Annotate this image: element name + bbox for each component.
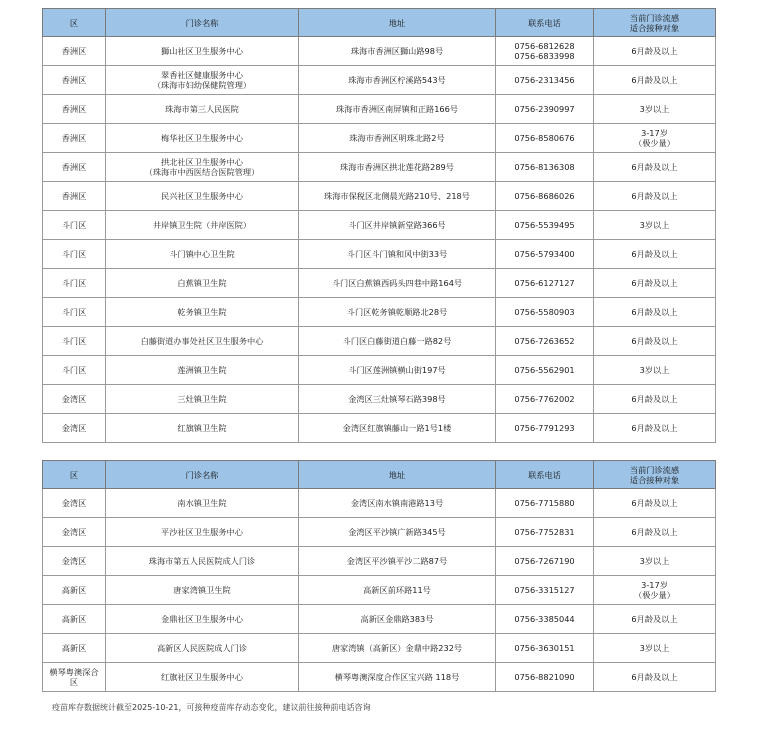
cell-phone: 0756-3385044 bbox=[496, 605, 594, 634]
cell-clinic-name: 红旗镇卫生院 bbox=[106, 414, 299, 443]
clinic-table-2 bbox=[42, 460, 716, 692]
cell-phone: 0756-3630151 bbox=[496, 634, 594, 663]
table-row bbox=[43, 385, 716, 414]
cell-district: 斗门区 bbox=[43, 211, 106, 240]
header-phone: 联系电话 bbox=[496, 9, 594, 37]
cell-phone: 0756-7715880 bbox=[496, 489, 594, 518]
cell-district: 金湾区 bbox=[43, 414, 106, 443]
cell-address: 斗门区莲洲镇横山街197号 bbox=[299, 356, 496, 385]
cell-address: 珠海市香洲区拱北莲花路289号 bbox=[299, 153, 496, 182]
cell-address: 珠海市香洲区明珠北路2号 bbox=[299, 124, 496, 153]
cell-clinic-name: 獅山社区卫生服务中心 bbox=[106, 37, 299, 66]
cell-address: 金湾区三灶镇琴石路398号 bbox=[299, 385, 496, 414]
cell-address: 斗门区井岸镇新堂路366号 bbox=[299, 211, 496, 240]
cell-phone: 0756-7263652 bbox=[496, 327, 594, 356]
cell-phone: 0756-6127127 bbox=[496, 269, 594, 298]
table-row bbox=[43, 37, 716, 66]
header-phone: 联系电话 bbox=[496, 461, 594, 489]
table-row bbox=[43, 605, 716, 634]
cell-clinic-name: 珠海市第五人民医院成人门诊 bbox=[106, 547, 299, 576]
table-row bbox=[43, 547, 716, 576]
cell-clinic-name: 平沙社区卫生服务中心 bbox=[106, 518, 299, 547]
cell-district: 高新区 bbox=[43, 634, 106, 663]
cell-eligible-group: 6月龄及以上 bbox=[594, 489, 716, 518]
table-row bbox=[43, 95, 716, 124]
cell-address: 金湾区平沙镇平沙二路87号 bbox=[299, 547, 496, 576]
table-row bbox=[43, 663, 716, 692]
cell-district: 斗门区 bbox=[43, 298, 106, 327]
cell-address: 金湾区红旗镇藤山一路1号1楼 bbox=[299, 414, 496, 443]
cell-eligible-group: 6月龄及以上 bbox=[594, 518, 716, 547]
header-district: 区 bbox=[43, 461, 106, 489]
cell-eligible-group: 6月龄及以上 bbox=[594, 66, 716, 95]
cell-clinic-name: 金鼎社区卫生服务中心 bbox=[106, 605, 299, 634]
header-clinic-name: 门诊名称 bbox=[106, 461, 299, 489]
cell-eligible-group: 3岁以上 bbox=[594, 95, 716, 124]
cell-address: 金湾区平沙镇广新路345号 bbox=[299, 518, 496, 547]
cell-phone: 0756-5562901 bbox=[496, 356, 594, 385]
cell-eligible-group: 6月龄及以上 bbox=[594, 385, 716, 414]
table-row bbox=[43, 356, 716, 385]
cell-clinic-name: 白蕉镇卫生院 bbox=[106, 269, 299, 298]
header-eligible-group: 当前门诊流感 适合接种对象 bbox=[594, 9, 716, 37]
cell-address: 斗门区乾务镇乾顺路北28号 bbox=[299, 298, 496, 327]
table-row bbox=[43, 66, 716, 95]
header-address: 地址 bbox=[299, 9, 496, 37]
cell-district: 斗门区 bbox=[43, 269, 106, 298]
cell-district: 高新区 bbox=[43, 576, 106, 605]
table-row bbox=[43, 124, 716, 153]
cell-eligible-group: 6月龄及以上 bbox=[594, 414, 716, 443]
table-row bbox=[43, 414, 716, 443]
cell-clinic-name: 高新区人民医院成人门诊 bbox=[106, 634, 299, 663]
cell-phone: 0756-8821090 bbox=[496, 663, 594, 692]
cell-eligible-group: 6月龄及以上 bbox=[594, 182, 716, 211]
cell-phone: 0756-6812628 0756-6833998 bbox=[496, 37, 594, 66]
cell-address: 珠海市香洲区柠溪路543号 bbox=[299, 66, 496, 95]
cell-clinic-name: 乾务镇卫生院 bbox=[106, 298, 299, 327]
cell-address: 斗门区白蕉镇西码头四巷中路164号 bbox=[299, 269, 496, 298]
cell-eligible-group: 6月龄及以上 bbox=[594, 153, 716, 182]
cell-district: 斗门区 bbox=[43, 240, 106, 269]
cell-clinic-name: 三灶镇卫生院 bbox=[106, 385, 299, 414]
cell-district: 香洲区 bbox=[43, 124, 106, 153]
cell-clinic-name: 井岸镇卫生院（井岸医院） bbox=[106, 211, 299, 240]
header-address: 地址 bbox=[299, 461, 496, 489]
cell-clinic-name: 珠海市第三人民医院 bbox=[106, 95, 299, 124]
cell-clinic-name: 南水镇卫生院 bbox=[106, 489, 299, 518]
cell-eligible-group: 6月龄及以上 bbox=[594, 663, 716, 692]
cell-phone: 0756-7752831 bbox=[496, 518, 594, 547]
cell-district: 香洲区 bbox=[43, 153, 106, 182]
cell-eligible-group: 6月龄及以上 bbox=[594, 37, 716, 66]
cell-eligible-group: 3岁以上 bbox=[594, 634, 716, 663]
cell-phone: 0756-7267190 bbox=[496, 547, 594, 576]
cell-clinic-name: 白藤街道办事处社区卫生服务中心 bbox=[106, 327, 299, 356]
cell-district: 金湾区 bbox=[43, 547, 106, 576]
table-row bbox=[43, 211, 716, 240]
cell-eligible-group: 3岁以上 bbox=[594, 211, 716, 240]
table-row bbox=[43, 269, 716, 298]
table-body bbox=[43, 489, 716, 692]
cell-address: 横琴粤澳深度合作区宝兴路 118号 bbox=[299, 663, 496, 692]
cell-eligible-group: 3岁以上 bbox=[594, 547, 716, 576]
cell-address: 珠海市香洲区獅山路98号 bbox=[299, 37, 496, 66]
table-header-row bbox=[43, 461, 716, 489]
table-row bbox=[43, 489, 716, 518]
cell-clinic-name: 拱北社区卫生服务中心 （珠海市中西医结合医院管理） bbox=[106, 153, 299, 182]
cell-district: 高新区 bbox=[43, 605, 106, 634]
cell-phone: 0756-3315127 bbox=[496, 576, 594, 605]
cell-phone: 0756-5539495 bbox=[496, 211, 594, 240]
cell-phone: 0756-7762002 bbox=[496, 385, 594, 414]
cell-phone: 0756-7791293 bbox=[496, 414, 594, 443]
cell-eligible-group: 6月龄及以上 bbox=[594, 269, 716, 298]
cell-eligible-group: 6月龄及以上 bbox=[594, 327, 716, 356]
table-body bbox=[43, 37, 716, 443]
cell-phone: 0756-2390997 bbox=[496, 95, 594, 124]
header-district: 区 bbox=[43, 9, 106, 37]
cell-district: 香洲区 bbox=[43, 95, 106, 124]
cell-district: 金湾区 bbox=[43, 385, 106, 414]
cell-phone: 0756-8580676 bbox=[496, 124, 594, 153]
cell-phone: 0756-5793400 bbox=[496, 240, 594, 269]
cell-eligible-group: 3-17岁 （极少量） bbox=[594, 576, 716, 605]
table-row bbox=[43, 327, 716, 356]
cell-eligible-group: 6月龄及以上 bbox=[594, 605, 716, 634]
cell-address: 珠海市保税区北侧晨光路210号、218号 bbox=[299, 182, 496, 211]
cell-address: 斗门区白藤街道白藤一路82号 bbox=[299, 327, 496, 356]
cell-address: 高新区金鼎路383号 bbox=[299, 605, 496, 634]
cell-address: 珠海市香洲区南屏镇和正路166号 bbox=[299, 95, 496, 124]
cell-eligible-group: 6月龄及以上 bbox=[594, 240, 716, 269]
cell-address: 唐家湾镇（高新区）金鼎中路232号 bbox=[299, 634, 496, 663]
cell-address: 金湾区南水镇南港路13号 bbox=[299, 489, 496, 518]
cell-district: 香洲区 bbox=[43, 182, 106, 211]
cell-district: 香洲区 bbox=[43, 66, 106, 95]
table-row bbox=[43, 182, 716, 211]
cell-district: 横琴粤澳深合 区 bbox=[43, 663, 106, 692]
cell-eligible-group: 6月龄及以上 bbox=[594, 298, 716, 327]
table-header-row bbox=[43, 9, 716, 37]
cell-address: 高新区前环路11号 bbox=[299, 576, 496, 605]
cell-eligible-group: 3-17岁 （极少量） bbox=[594, 124, 716, 153]
clinic-table-1 bbox=[42, 8, 716, 443]
header-eligible-group: 当前门诊流感 适合接种对象 bbox=[594, 461, 716, 489]
footnote: 疫苗库存数据统计截至2025-10-21，可接种疫苗库存动态变化，建议前往接种前电话咨询 bbox=[52, 703, 371, 712]
table-row bbox=[43, 576, 716, 605]
cell-clinic-name: 莲洲镇卫生院 bbox=[106, 356, 299, 385]
cell-district: 斗门区 bbox=[43, 327, 106, 356]
cell-phone: 0756-8686026 bbox=[496, 182, 594, 211]
cell-clinic-name: 斗门镇中心卫生院 bbox=[106, 240, 299, 269]
table-row bbox=[43, 518, 716, 547]
cell-phone: 0756-5580903 bbox=[496, 298, 594, 327]
cell-clinic-name: 民兴社区卫生服务中心 bbox=[106, 182, 299, 211]
cell-district: 金湾区 bbox=[43, 518, 106, 547]
cell-district: 金湾区 bbox=[43, 489, 106, 518]
cell-phone: 0756-8136308 bbox=[496, 153, 594, 182]
table-row bbox=[43, 634, 716, 663]
table-row bbox=[43, 240, 716, 269]
cell-eligible-group: 3岁以上 bbox=[594, 356, 716, 385]
cell-address: 斗门区斗门镇和风中街33号 bbox=[299, 240, 496, 269]
cell-clinic-name: 红旗社区卫生服务中心 bbox=[106, 663, 299, 692]
header-clinic-name: 门诊名称 bbox=[106, 9, 299, 37]
table-row bbox=[43, 298, 716, 327]
cell-clinic-name: 唐家湾镇卫生院 bbox=[106, 576, 299, 605]
cell-phone: 0756-2313456 bbox=[496, 66, 594, 95]
table-row bbox=[43, 153, 716, 182]
cell-district: 斗门区 bbox=[43, 356, 106, 385]
cell-district: 香洲区 bbox=[43, 37, 106, 66]
cell-clinic-name: 翠香社区健康服务中心 （珠海市妇幼保健院管理） bbox=[106, 66, 299, 95]
cell-clinic-name: 梅华社区卫生服务中心 bbox=[106, 124, 299, 153]
